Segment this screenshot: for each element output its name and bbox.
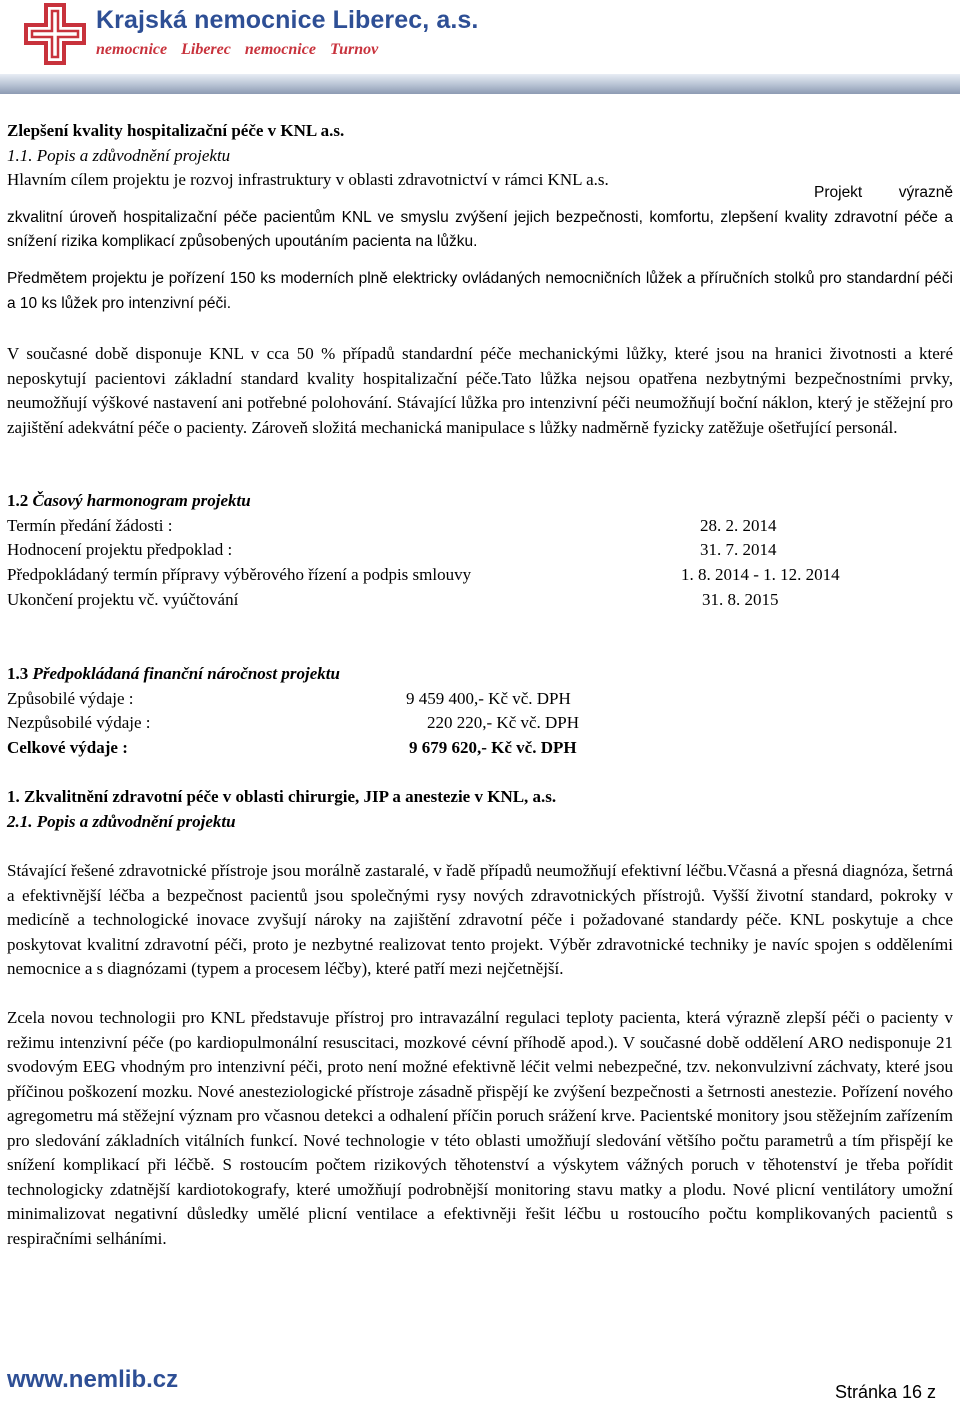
hospital-name: Krajská nemocnice Liberec, a.s.	[96, 6, 479, 34]
section-1-1-intro: Hlavním cílem projektu je rozvoj infrastruktury v oblasti zdravotnictví v rámci KNL a.s.	[7, 170, 609, 189]
section-1-1-paragraph-2: Předmětem projektu je pořízení 150 ks moderních plně elektricky ovládaných nemocničních lůžek a příručních stolků pro standardní péči a 10 ks lůžek pro intenzivní péči.	[7, 270, 953, 312]
schedule-row	[7, 538, 953, 563]
section-2-1-paragraph-1: Stávající řešené zdravotnické přístroje jsou morálně zastaralé, v řadě případů neumožňují efektivní léčbu.Včasná a přesná diagnóza, šetrná a efektivnější léčba a bezpečnost pacientů jsou společnými rysy nových zdravotnických přístrojů. Vyšší životní standard, pokroky v medicíně a technologické inovace zvyšují nároky na zajištění zdravotní péče i požadované standardy péče. KNL poskytuje a chce poskytovat kvalitní zdravotní péči, proto je nezbytné realizovat tento projekt. Výběr zdravotnické techniky je navíc spojen s odděleními nemocnice a s diagnózami (typem a procesem léčby), které patří mezi nejčetnější.	[7, 861, 953, 978]
schedule-label: Hodnocení projektu předpoklad :	[7, 540, 233, 559]
section-1-3-number: 1.3	[7, 664, 29, 683]
finance-row-total	[7, 736, 953, 761]
paragraph-3-part-b: Tato lůžka nejsou opatřena nezbytnými bezpečnostními prvky, neumožňují výškové nastavení ani potřebné polohování. Stávající lůžka pro intenzivní péči neumožňují boční náklon, který je stěžejní pro zajištění adekvátní péče o pacienty. Zároveň složitá mechanická manipulace s lůžky nadměrně fyzicky zatěžuje ošetřující personál.	[7, 368, 953, 437]
schedule-value: 31. 7. 2014	[700, 540, 777, 559]
footer-page-number: Stránka 16 z	[834, 1382, 936, 1402]
finance-value: 9 679 620,- Kč vč. DPH	[409, 738, 577, 757]
finance-label: Celkové výdaje :	[7, 738, 128, 757]
section-2-1-paragraph-2: Zcela novou technologii pro KNL představuje přístroj pro intravazální regulaci teploty pacienta, která výrazně zlepší péči o pacienty v režimu intenzivní péče (po kardiopulmonální resuscitaci, mozkové cévní příhodě apod.). V současné době oddělení ARO nedisponuje 21 svodovým EEG vhodným pro intenzivní péči, proto není možné efektivně léčit velmi nebezpečné, tzv. nekonvulzivní záchvaty, které jsou příčinou poškození mozku. Nové anesteziologické přístroje zásadně přispějí ke zvýšení bezpečnosti a šetrnosti anestezie. Pořízení nového agregometru má stěžejní význam pro včasnou detekci a odhalení příčin poruch srážení krve. Pacientské monitory jsou stěžejním zařízením pro sledování základních vitálních funkcí. Nové technologie v této oblasti umožňují sledování většího počtu parametrů a tím přispějí ke snížení komplikací při léčbě. S rostoucím počtem rizikových těhotenství a výskytem vážných poruch v těhotenství je třeba pořídit technologicky zdatnější kardiotokografy, které umožňují podrobnější monitoring stavu matky a plodu. Nové plicní ventilátory umožní minimalizovat negativní důsledky umělé plicní ventilace a efektivněji řešit léčbu u rostoucího počtu komplikovaných pacientů s respiračními selháními.	[7, 1008, 953, 1248]
footer-website-link[interactable]: www.nemlib.cz	[7, 1366, 179, 1393]
schedule-label: Předpokládaný termín přípravy výběrového řízení a podpis smlouvy	[7, 565, 472, 584]
section-1-2-heading	[7, 489, 251, 514]
header-bar	[0, 74, 960, 94]
document-title: Zlepšení kvality hospitalizační péče v KNL a.s.	[7, 121, 345, 140]
finance-row	[7, 711, 953, 736]
finance-value: 220 220,- Kč vč. DPH	[427, 713, 580, 732]
paragraph-3-part-a: V současné době disponuje KNL v cca 50 % případů standardní péče mechanickými lůžky, které jsou na hranici životnosti a které neposkytují pacientovi základní standard kvality hospitalizační péče.	[7, 344, 953, 388]
section-1-3-heading	[7, 662, 340, 687]
finance-label: Způsobilé výdaje :	[7, 689, 134, 708]
section-1-3-title: Předpokládaná finanční náročnost projektu	[32, 664, 340, 683]
hospital-subtitle-liberec: nemocnice Liberec	[96, 41, 231, 58]
finance-row	[7, 687, 953, 712]
hospital-subtitle	[96, 41, 378, 59]
hospital-subtitle-turnov: nemocnice Turnov	[244, 41, 379, 58]
section-1-2-number: 1.2	[7, 491, 29, 510]
section-1-1-heading: 1.1. Popis a zdůvodnění projektu	[7, 146, 231, 165]
section-2-1-heading: 2.1. Popis a zdůvodnění projektu	[7, 812, 236, 831]
schedule-label: Ukončení projektu vč. vyúčtování	[7, 590, 239, 609]
section-2-heading: 1. Zkvalitnění zdravotní péče v oblasti chirurgie, JIP a anestezie v KNL, a.s.	[7, 787, 557, 806]
schedule-value: 1. 8. 2014 - 1. 12. 2014	[681, 565, 840, 584]
schedule-row	[7, 563, 953, 588]
finance-value: 9 459 400,- Kč vč. DPH	[406, 689, 571, 708]
schedule-label: Termín předání žádosti :	[7, 516, 173, 535]
section-1-1-paragraph-3	[7, 342, 953, 440]
schedule-value: 28. 2. 2014	[700, 516, 777, 535]
letterhead	[0, 0, 960, 98]
schedule-row	[7, 588, 953, 613]
section-1-2-title: Časový harmonogram projektu	[32, 491, 251, 510]
section-1-1-paragraph-1: Projekt výrazně zkvalitní úroveň hospitalizační péče pacientům KNL ve smyslu zvýšení jejich bezpečnosti, komfortu, zlepšení kvality zdravotní péče a snížení rizika komplikací způsobených upoutáním pacienta na lůžku.	[7, 184, 953, 250]
finance-label: Nezpůsobilé výdaje :	[7, 713, 151, 732]
hospital-cross-logo-icon	[24, 3, 86, 65]
schedule-value: 31. 8. 2015	[702, 590, 779, 609]
schedule-row	[7, 514, 953, 539]
